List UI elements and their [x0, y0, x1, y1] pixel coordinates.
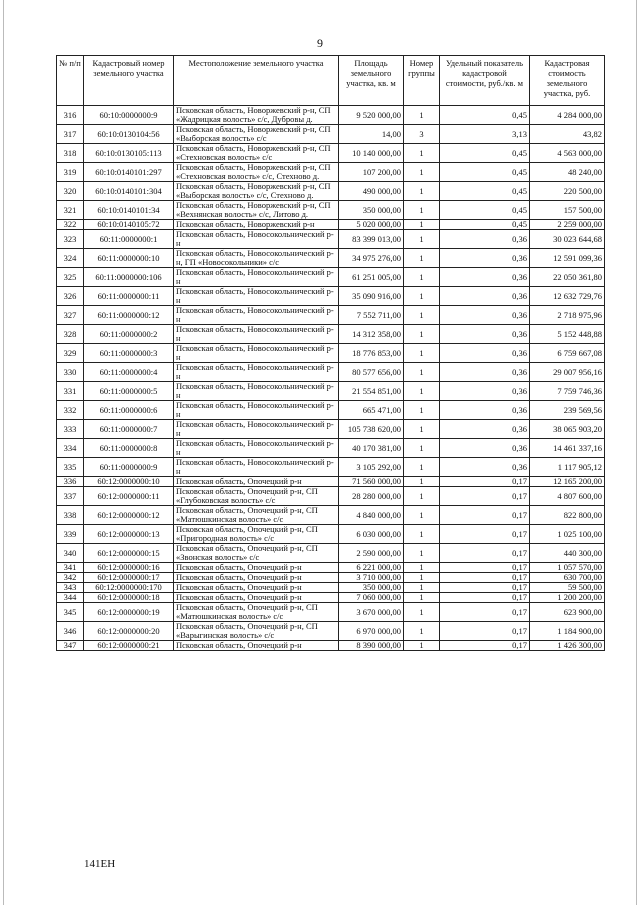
- cell-cadastral-number: 60:12:0000000:11: [84, 487, 174, 506]
- document-code: 141ЕН: [84, 858, 116, 870]
- cell-unit-value: 0,36: [440, 249, 530, 268]
- cell-unit-value: 0,17: [440, 593, 530, 603]
- cell-group: 1: [404, 230, 440, 249]
- cell-group: 1: [404, 201, 440, 220]
- cell-cadastral-value: 30 023 644,68: [530, 230, 605, 249]
- cell-area: 3 710 000,00: [339, 573, 404, 583]
- cell-unit-value: 0,45: [440, 220, 530, 230]
- cell-cadastral-number: 60:10:0130105:113: [84, 144, 174, 163]
- cell-location: Псковская область, Новосокольнический р-н: [174, 287, 339, 306]
- cell-location: Псковская область, Опочецкий р-н: [174, 563, 339, 573]
- cell-unit-value: 0,17: [440, 573, 530, 583]
- cell-location: Псковская область, Новосокольнический р-н: [174, 325, 339, 344]
- table-row: [57, 439, 605, 458]
- header-cadastral-number: Кадастровый номер земельного участка: [84, 56, 174, 106]
- cell-unit-value: 0,45: [440, 182, 530, 201]
- cell-cadastral-number: 60:10:0000000:9: [84, 106, 174, 125]
- cell-location: Псковская область, Опочецкий р-н: [174, 583, 339, 593]
- cell-cadastral-number: 60:11:0000000:8: [84, 439, 174, 458]
- cell-cadastral-number: 60:10:0140101:304: [84, 182, 174, 201]
- cell-location: Псковская область, Новосокольнический р-н: [174, 420, 339, 439]
- cell-number: 322: [57, 220, 84, 230]
- table-row: [57, 603, 605, 622]
- cell-number: 336: [57, 477, 84, 487]
- cell-number: 330: [57, 363, 84, 382]
- table-row: [57, 325, 605, 344]
- cell-area: 28 280 000,00: [339, 487, 404, 506]
- land-plot-table: [56, 55, 605, 651]
- cell-group: 1: [404, 182, 440, 201]
- cell-number: 323: [57, 230, 84, 249]
- cell-number: 334: [57, 439, 84, 458]
- cell-group: 1: [404, 163, 440, 182]
- cell-number: 341: [57, 563, 84, 573]
- cell-cadastral-number: 60:12:0000000:13: [84, 525, 174, 544]
- cell-area: 4 840 000,00: [339, 506, 404, 525]
- header-cadastral-value: Кадастровая стоимость земельного участка, руб.: [530, 56, 605, 106]
- cell-location: Псковская область, Новосокольнический р-н: [174, 230, 339, 249]
- cell-cadastral-value: 2 259 000,00: [530, 220, 605, 230]
- cell-unit-value: 0,17: [440, 544, 530, 563]
- cell-area: 7 060 000,00: [339, 593, 404, 603]
- cell-area: 80 577 656,00: [339, 363, 404, 382]
- cell-cadastral-number: 60:12:0000000:170: [84, 583, 174, 593]
- cell-group: 1: [404, 477, 440, 487]
- cell-location: Псковская область, Опочецкий р-н: [174, 593, 339, 603]
- cell-area: 665 471,00: [339, 401, 404, 420]
- cell-number: 325: [57, 268, 84, 287]
- cell-group: 1: [404, 287, 440, 306]
- cell-group: 1: [404, 249, 440, 268]
- cell-location: Псковская область, Опочецкий р-н, СП «Пригородная волость» с/с: [174, 525, 339, 544]
- cell-cadastral-value: 1 117 905,12: [530, 458, 605, 477]
- cell-area: 71 560 000,00: [339, 477, 404, 487]
- cell-group: 1: [404, 506, 440, 525]
- cell-cadastral-value: 12 591 099,36: [530, 249, 605, 268]
- header-area: Площадь земельного участка, кв. м: [339, 56, 404, 106]
- cell-number: 343: [57, 583, 84, 593]
- cell-cadastral-number: 60:11:0000000:11: [84, 287, 174, 306]
- cell-unit-value: 0,36: [440, 420, 530, 439]
- cell-location: Псковская область, Новоржевский р-н, СП «Выборская волость» с/с: [174, 125, 339, 144]
- cell-cadastral-number: 60:10:0130104:56: [84, 125, 174, 144]
- cell-cadastral-number: 60:10:0140101:34: [84, 201, 174, 220]
- table-row: [57, 144, 605, 163]
- cell-cadastral-value: 12 632 729,76: [530, 287, 605, 306]
- cell-cadastral-value: 12 165 200,00: [530, 477, 605, 487]
- scan-edge-right: [636, 0, 637, 905]
- cell-number: 332: [57, 401, 84, 420]
- cell-area: 490 000,00: [339, 182, 404, 201]
- cell-cadastral-value: 1 200 200,00: [530, 593, 605, 603]
- cell-location: Псковская область, Новосокольнический р-н: [174, 363, 339, 382]
- cell-area: 34 975 276,00: [339, 249, 404, 268]
- cell-cadastral-number: 60:10:0140101:297: [84, 163, 174, 182]
- cell-area: 5 020 000,00: [339, 220, 404, 230]
- cell-location: Псковская область, Новосокольнический р-н, ГП «Новосокольники» с/с: [174, 249, 339, 268]
- table-row: [57, 125, 605, 144]
- cell-cadastral-value: 48 240,00: [530, 163, 605, 182]
- cell-cadastral-value: 4 807 600,00: [530, 487, 605, 506]
- table-row: [57, 249, 605, 268]
- cell-group: 1: [404, 325, 440, 344]
- cell-location: Псковская область, Новосокольнический р-н: [174, 382, 339, 401]
- cell-unit-value: 0,45: [440, 201, 530, 220]
- cell-location: Псковская область, Новосокольнический р-н: [174, 458, 339, 477]
- cell-group: 1: [404, 144, 440, 163]
- cell-location: Псковская область, Новоржевский р-н: [174, 220, 339, 230]
- table-row: [57, 573, 605, 583]
- cell-cadastral-value: 5 152 448,88: [530, 325, 605, 344]
- cell-unit-value: 0,45: [440, 144, 530, 163]
- cell-unit-value: 0,17: [440, 477, 530, 487]
- cell-number: 337: [57, 487, 84, 506]
- cell-number: 346: [57, 622, 84, 641]
- cell-area: 6 970 000,00: [339, 622, 404, 641]
- cell-area: 107 200,00: [339, 163, 404, 182]
- cell-number: 320: [57, 182, 84, 201]
- cell-unit-value: 0,36: [440, 439, 530, 458]
- cell-group: 1: [404, 344, 440, 363]
- cell-location: Псковская область, Опочецкий р-н, СП «Варыгинская волость» с/с: [174, 622, 339, 641]
- header-unit-value: Удельный показатель кадастровой стоимости, руб./кв. м: [440, 56, 530, 106]
- cell-cadastral-number: 60:11:0000000:3: [84, 344, 174, 363]
- table-row: [57, 182, 605, 201]
- cell-area: 9 520 000,00: [339, 106, 404, 125]
- table-row: [57, 106, 605, 125]
- cell-unit-value: 0,36: [440, 268, 530, 287]
- cell-area: 8 390 000,00: [339, 641, 404, 651]
- cell-group: 1: [404, 487, 440, 506]
- cell-area: 14,00: [339, 125, 404, 144]
- cell-location: Псковская область, Новосокольнический р-н: [174, 344, 339, 363]
- table-row: [57, 163, 605, 182]
- cell-number: 321: [57, 201, 84, 220]
- cell-cadastral-value: 38 065 903,20: [530, 420, 605, 439]
- cell-unit-value: 0,17: [440, 487, 530, 506]
- cell-unit-value: 0,17: [440, 583, 530, 593]
- table-row: [57, 201, 605, 220]
- cell-unit-value: 0,36: [440, 382, 530, 401]
- cell-area: 7 552 711,00: [339, 306, 404, 325]
- cell-cadastral-number: 60:11:0000000:106: [84, 268, 174, 287]
- cell-group: 1: [404, 544, 440, 563]
- cell-cadastral-number: 60:12:0000000:15: [84, 544, 174, 563]
- table-row: [57, 544, 605, 563]
- cell-group: 1: [404, 641, 440, 651]
- cell-cadastral-number: 60:11:0000000:7: [84, 420, 174, 439]
- cell-location: Псковская область, Опочецкий р-н: [174, 573, 339, 583]
- cell-cadastral-value: 1 184 900,00: [530, 622, 605, 641]
- cell-cadastral-value: 1 057 570,00: [530, 563, 605, 573]
- cell-number: 317: [57, 125, 84, 144]
- cell-location: Псковская область, Новосокольнический р-н: [174, 401, 339, 420]
- cell-group: 1: [404, 458, 440, 477]
- table-row: [57, 477, 605, 487]
- cell-number: 339: [57, 525, 84, 544]
- cell-cadastral-number: 60:11:0000000:6: [84, 401, 174, 420]
- cell-group: 1: [404, 593, 440, 603]
- cell-group: 1: [404, 306, 440, 325]
- table-row: [57, 268, 605, 287]
- cell-area: 83 399 013,00: [339, 230, 404, 249]
- cell-number: 328: [57, 325, 84, 344]
- cell-group: 1: [404, 420, 440, 439]
- cell-cadastral-value: 157 500,00: [530, 201, 605, 220]
- cell-location: Псковская область, Опочецкий р-н, СП «Глубоковская волость» с/с: [174, 487, 339, 506]
- cell-unit-value: 0,17: [440, 603, 530, 622]
- cell-number: 338: [57, 506, 84, 525]
- table-row: [57, 563, 605, 573]
- cell-area: 18 776 853,00: [339, 344, 404, 363]
- cell-location: Псковская область, Новосокольнический р-н: [174, 268, 339, 287]
- cell-cadastral-value: 22 050 361,80: [530, 268, 605, 287]
- cell-area: 350 000,00: [339, 583, 404, 593]
- cell-cadastral-value: 14 461 337,16: [530, 439, 605, 458]
- cell-number: 340: [57, 544, 84, 563]
- cell-number: 324: [57, 249, 84, 268]
- table-row: [57, 622, 605, 641]
- cell-cadastral-number: 60:10:0140105:72: [84, 220, 174, 230]
- cell-unit-value: 0,36: [440, 363, 530, 382]
- cell-group: 1: [404, 439, 440, 458]
- table-row: [57, 506, 605, 525]
- cell-unit-value: 0,36: [440, 344, 530, 363]
- cell-cadastral-number: 60:12:0000000:17: [84, 573, 174, 583]
- cell-cadastral-number: 60:11:0000000:10: [84, 249, 174, 268]
- scan-edge-left: [3, 0, 4, 905]
- table-row: [57, 230, 605, 249]
- cell-cadastral-number: 60:12:0000000:20: [84, 622, 174, 641]
- cell-cadastral-value: 6 759 667,08: [530, 344, 605, 363]
- cell-cadastral-value: 239 569,56: [530, 401, 605, 420]
- cell-location: Псковская область, Новосокольнический р-н: [174, 439, 339, 458]
- cell-unit-value: 3,13: [440, 125, 530, 144]
- cell-area: 6 030 000,00: [339, 525, 404, 544]
- cell-cadastral-value: 440 300,00: [530, 544, 605, 563]
- cell-location: Псковская область, Новоржевский р-н, СП «Жадрицкая волость» с/с, Дубровы д.: [174, 106, 339, 125]
- cell-number: 319: [57, 163, 84, 182]
- cell-cadastral-number: 60:12:0000000:16: [84, 563, 174, 573]
- cell-cadastral-number: 60:11:0000000:9: [84, 458, 174, 477]
- cell-unit-value: 0,36: [440, 401, 530, 420]
- table-row: [57, 363, 605, 382]
- cell-cadastral-value: 59 500,00: [530, 583, 605, 593]
- cell-unit-value: 0,17: [440, 525, 530, 544]
- cell-group: 1: [404, 106, 440, 125]
- table-header-row: [57, 56, 605, 106]
- cell-cadastral-number: 60:11:0000000:2: [84, 325, 174, 344]
- cell-cadastral-value: 2 718 975,96: [530, 306, 605, 325]
- cell-location: Псковская область, Опочецкий р-н, СП «Звонская волость» с/с: [174, 544, 339, 563]
- cell-area: 2 590 000,00: [339, 544, 404, 563]
- cell-cadastral-number: 60:12:0000000:12: [84, 506, 174, 525]
- cell-location: Псковская область, Опочецкий р-н, СП «Матюшкинская волость» с/с: [174, 506, 339, 525]
- table-row: [57, 287, 605, 306]
- cell-cadastral-value: 220 500,00: [530, 182, 605, 201]
- cell-group: 1: [404, 525, 440, 544]
- cell-location: Псковская область, Опочецкий р-н: [174, 641, 339, 651]
- cell-cadastral-value: 1 426 300,00: [530, 641, 605, 651]
- cell-unit-value: 0,36: [440, 458, 530, 477]
- cell-area: 10 140 000,00: [339, 144, 404, 163]
- cell-cadastral-number: 60:11:0000000:12: [84, 306, 174, 325]
- cell-area: 3 105 292,00: [339, 458, 404, 477]
- cell-number: 316: [57, 106, 84, 125]
- cell-number: 318: [57, 144, 84, 163]
- table-row: [57, 382, 605, 401]
- header-num: № п/п: [57, 56, 84, 106]
- cell-group: 1: [404, 268, 440, 287]
- cell-area: 3 670 000,00: [339, 603, 404, 622]
- cell-group: 1: [404, 622, 440, 641]
- cell-unit-value: 0,17: [440, 641, 530, 651]
- cell-unit-value: 0,17: [440, 622, 530, 641]
- cell-group: 1: [404, 563, 440, 573]
- cell-location: Псковская область, Новоржевский р-н, СП «Выборская волость» с/с, Стехново д.: [174, 182, 339, 201]
- cell-area: 21 554 851,00: [339, 382, 404, 401]
- cell-unit-value: 0,45: [440, 163, 530, 182]
- cell-unit-value: 0,17: [440, 563, 530, 573]
- cell-location: Псковская область, Новоржевский р-н, СП «Стехновская волость» с/с: [174, 144, 339, 163]
- cell-unit-value: 0,36: [440, 306, 530, 325]
- header-group: Номер группы: [404, 56, 440, 106]
- cell-number: 344: [57, 593, 84, 603]
- cell-location: Псковская область, Новосокольнический р-н: [174, 306, 339, 325]
- cell-group: 3: [404, 125, 440, 144]
- cell-cadastral-value: 4 284 000,00: [530, 106, 605, 125]
- cell-group: 1: [404, 401, 440, 420]
- cell-unit-value: 0,36: [440, 325, 530, 344]
- cell-group: 1: [404, 382, 440, 401]
- cell-unit-value: 0,36: [440, 230, 530, 249]
- cell-number: 333: [57, 420, 84, 439]
- table-row: [57, 306, 605, 325]
- table-row: [57, 220, 605, 230]
- table-row: [57, 344, 605, 363]
- table-row: [57, 593, 605, 603]
- cell-area: 14 312 358,00: [339, 325, 404, 344]
- cell-location: Псковская область, Опочецкий р-н, СП «Матюшкинская волость» с/с: [174, 603, 339, 622]
- cell-number: 331: [57, 382, 84, 401]
- cell-number: 335: [57, 458, 84, 477]
- cell-cadastral-number: 60:11:0000000:1: [84, 230, 174, 249]
- cell-number: 345: [57, 603, 84, 622]
- cell-cadastral-number: 60:12:0000000:18: [84, 593, 174, 603]
- table-row: [57, 525, 605, 544]
- table-row: [57, 458, 605, 477]
- table-row: [57, 401, 605, 420]
- cell-cadastral-value: 29 007 956,16: [530, 363, 605, 382]
- cell-cadastral-number: 60:12:0000000:21: [84, 641, 174, 651]
- table-row: [57, 641, 605, 651]
- cell-cadastral-value: 630 700,00: [530, 573, 605, 583]
- cell-group: 1: [404, 573, 440, 583]
- cell-cadastral-value: 1 025 100,00: [530, 525, 605, 544]
- table-row: [57, 583, 605, 593]
- cell-location: Псковская область, Новоржевский р-н, СП «Стехновская волость» с/с, Стехново д.: [174, 163, 339, 182]
- cell-area: 6 221 000,00: [339, 563, 404, 573]
- cell-group: 1: [404, 603, 440, 622]
- cell-number: 327: [57, 306, 84, 325]
- table-row: [57, 487, 605, 506]
- cell-cadastral-value: 623 900,00: [530, 603, 605, 622]
- cell-cadastral-value: 43,82: [530, 125, 605, 144]
- cell-group: 1: [404, 363, 440, 382]
- cell-area: 105 738 620,00: [339, 420, 404, 439]
- page-number: 9: [317, 36, 323, 50]
- cell-area: 350 000,00: [339, 201, 404, 220]
- cell-unit-value: 0,17: [440, 506, 530, 525]
- table-row: [57, 420, 605, 439]
- cell-area: 35 090 916,00: [339, 287, 404, 306]
- cell-unit-value: 0,45: [440, 106, 530, 125]
- cell-area: 40 170 381,00: [339, 439, 404, 458]
- cell-cadastral-number: 60:11:0000000:4: [84, 363, 174, 382]
- cell-location: Псковская область, Опочецкий р-н: [174, 477, 339, 487]
- header-location: Местоположение земельного участка: [174, 56, 339, 106]
- cell-location: Псковская область, Новоржевский р-н, СП «Вехнянская волость» с/с, Литово д.: [174, 201, 339, 220]
- cell-cadastral-number: 60:11:0000000:5: [84, 382, 174, 401]
- cell-number: 326: [57, 287, 84, 306]
- cell-cadastral-number: 60:12:0000000:19: [84, 603, 174, 622]
- cell-group: 1: [404, 220, 440, 230]
- cell-unit-value: 0,36: [440, 287, 530, 306]
- cell-cadastral-number: 60:12:0000000:10: [84, 477, 174, 487]
- cell-cadastral-value: 822 800,00: [530, 506, 605, 525]
- cell-cadastral-value: 7 759 746,36: [530, 382, 605, 401]
- cell-number: 342: [57, 573, 84, 583]
- cell-area: 61 251 005,00: [339, 268, 404, 287]
- cell-group: 1: [404, 583, 440, 593]
- cell-cadastral-value: 4 563 000,00: [530, 144, 605, 163]
- cell-number: 329: [57, 344, 84, 363]
- cell-number: 347: [57, 641, 84, 651]
